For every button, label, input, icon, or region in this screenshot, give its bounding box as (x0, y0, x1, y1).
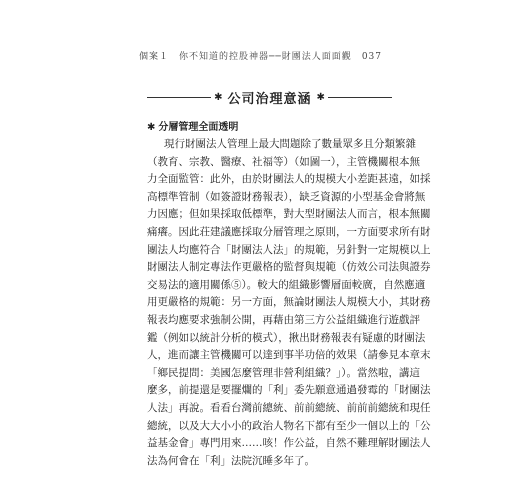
text-line: 總統，以及大大小小的政治人物名下都有至少一個以上的「公 (147, 419, 431, 432)
text-line: 益基金會」專門用來……咳！作公益，自然不難理解財團法人 (147, 437, 431, 450)
text-line: 力全面監管：此外，由於財團法人的規模大小差距甚遠，如採 (147, 173, 431, 186)
text-line: 法為何會在「利」法院沉睡多年了。 (147, 454, 315, 467)
asterisk-bullet-icon: ✱ (147, 122, 156, 133)
subheading (147, 118, 238, 133)
running-title: 個案１ 你不知道的控股神器──財團法人面面觀 (138, 52, 352, 62)
asterisk-ornament-icon: ✱ (214, 91, 223, 103)
text-line: 痛癢。因此荘建議應採取分層管理之原則，一方面要求所有財 (147, 225, 431, 238)
text-line: （教育、宗教、醫療、社福等）（如圖一），主管機關根本無 (147, 155, 420, 168)
subheading-text: 分層管理全面透明 (158, 122, 239, 133)
text-line: 高標準管制（如簽證財務報表），缺乏資源的小型基金會將無 (147, 190, 426, 203)
section-title: 公司治理意涵 (227, 91, 312, 107)
section-heading (147, 87, 392, 107)
right-rule (328, 97, 392, 98)
text-line: 團法人均應符合「財團法人法」的規範，另針對一定規模以上 (147, 243, 431, 256)
text-line: 交易法的適用關係⑤）。較大的組織影響層面較廣，自然應適 (147, 278, 426, 291)
left-rule (147, 97, 211, 98)
text-line: 報表均應要求強制公開，再藉由第三方公益組織進行遊戲評 (147, 313, 420, 326)
text-line: 人，進而讓主管機關可以達到事半功倍的效果（請參見本章末 (147, 349, 431, 362)
text-line: 人法」再說。看看台灣前總統、前前總統、前前前總統和現任 (147, 401, 431, 414)
text-line: 力因應；但如果採取低標準，對大型財團法人而言，根本無關 (147, 208, 431, 221)
text-line: 現行財團法人管理上最大問題除了數量眾多且分類繁雜 (164, 138, 416, 150)
text-line: 麼多，前提還是要擺爛的「利」委先願意通過發霉的「財團法 (147, 384, 431, 397)
text-line: 財團法人制定專法作更嚴格的監督與規範（仿效公司法與證券 (147, 261, 431, 274)
running-header (139, 49, 382, 62)
page-number: 037 (361, 52, 382, 62)
body-paragraph (147, 136, 431, 470)
asterisk-ornament-icon: ✱ (316, 91, 325, 103)
text-line: 鑑（例如以統計分析的模式），揪出財務報表有疑慮的財團法 (147, 331, 426, 344)
text-line: 「鄉民提問：美國怎麼管理非營利組織？」）。當然啦，講這 (147, 366, 420, 379)
text-line: 用更嚴格的規範：另一方面，無論財團法人規模大小，其財務 (147, 296, 431, 309)
